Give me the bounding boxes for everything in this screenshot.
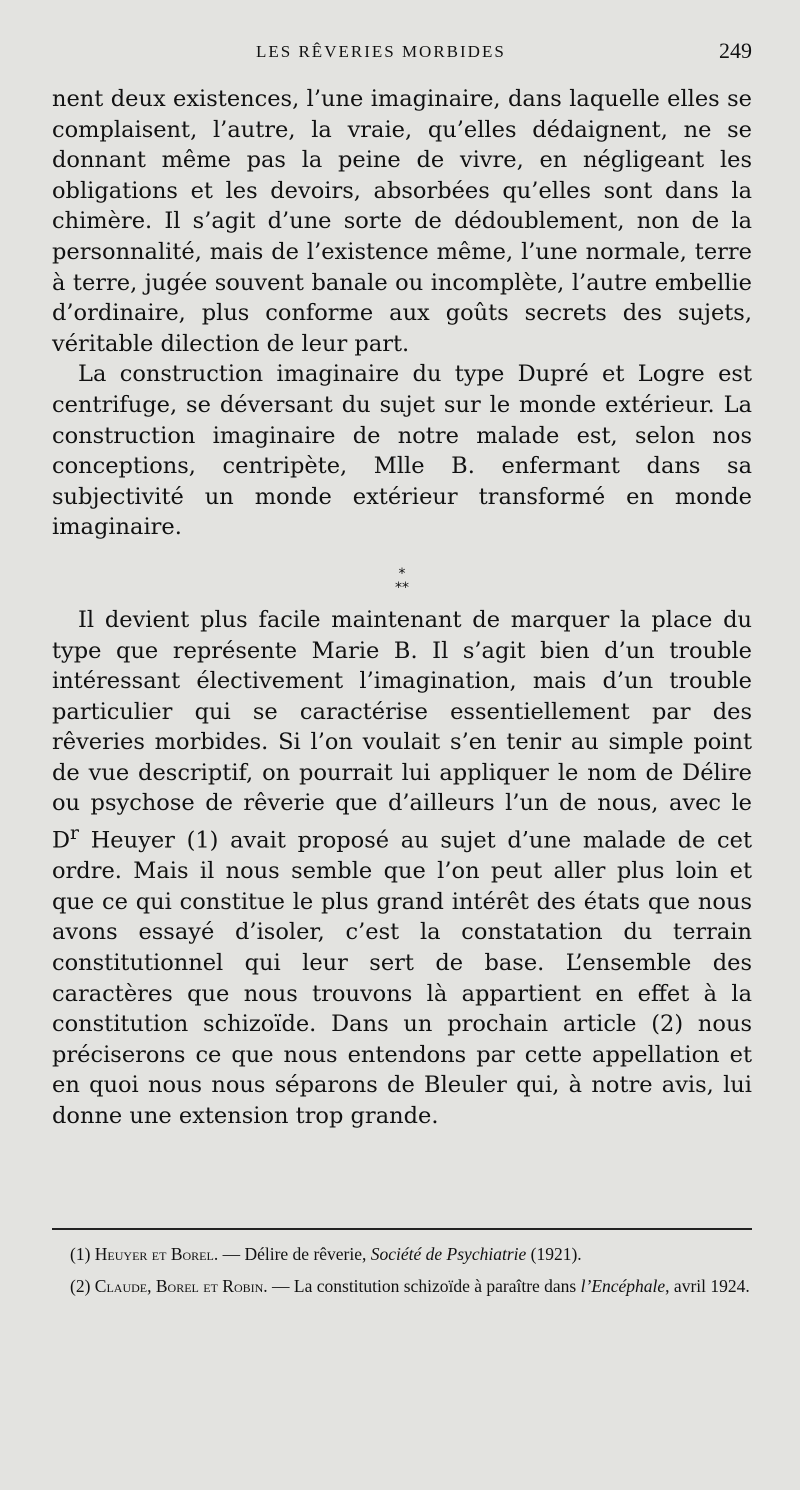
footnote-2-number: (2) <box>70 1276 95 1296</box>
section-asterism <box>52 543 752 605</box>
running-title: LES RÊVERIES MORBIDES <box>256 42 506 61</box>
page-number: 249 <box>719 38 752 63</box>
footnote-2-date: , avril 1924. <box>665 1276 750 1296</box>
running-header <box>52 38 752 72</box>
footnote-1-source: Société de Psychiatrie <box>370 1244 527 1264</box>
footnote-divider <box>52 1228 752 1230</box>
footnotes <box>52 1242 752 1306</box>
footnote-1-number: (1) <box>70 1244 95 1264</box>
footnote-1 <box>52 1242 752 1266</box>
asterism-top: * <box>398 565 406 582</box>
body-text <box>52 84 752 1132</box>
paragraph-3 <box>52 605 752 1132</box>
paragraph-2: La construction imaginaire du type Dupré et Logre est centrifuge, se déversant du sujet sur le monde extérieur. La construction imaginaire de notre malade est, selon nos conceptions, centripète, Mlle B. enfermant dans sa subjectivité un monde extérieur transformé en monde imaginaire. <box>52 361 752 541</box>
footnote-2-source: l’Encéphale <box>580 1276 666 1296</box>
paragraph-3-part-a: Il devient plus facile maintenant de marquer la place du type que représente Marie B. Il s’agit bien d’un trouble intéressant électivement l’imagination, mais d’un trouble particulier qui se caractérise essentiellement par des rêveries morbides. Si l’on voulait s’en tenir au simple point de vue descriptif, on pourrait lui appliquer le nom de Délire ou psychose de rêverie que d’ailleurs l’un de nous, avec le D <box>52 606 752 854</box>
footnote-2 <box>52 1274 752 1298</box>
footnote-1-authors: Heuyer et Borel. <box>94 1244 219 1264</box>
footnote-2-authors: Claude, Borel et Robin. <box>94 1276 268 1296</box>
paragraph-3-part-b: Heuyer (1) avait proposé au sujet d’une malade de cet ordre. Mais il nous semble que l’on peut aller plus loin et que ce qui constitue le plus grand intérêt des états que nous avons essayé d’isoler, c’est la constatation du terrain constitutionnel qui leur sert de base. L’ensemble des caractères que nous trouvons là appartient en effet à la constitution schizoïde. Dans un prochain article (2) nous préciserons ce que nous entendons par cette appellation et en quoi nous nous séparons de Bleuler qui, à notre avis, lui donne une extension trop grande. <box>52 827 752 1129</box>
asterism-bottom: ** <box>395 579 409 596</box>
paragraph-1: nent deux existences, l’une imaginaire, dans laquelle elles se complaisent, l’autre, la vraie, qu’elles dédaignent, ne se donnant même pas la peine de vivre, en négligeant les obligations et les devoirs, absorbées qu’elles sont dans la chimère. Il s’agit d’une sorte de dédoublement, non de la personnalité, mais de l’existence même, l’une normale, terre à terre, jugée souvent banale ou incomplète, l’autre embellie d’ordinaire, plus conforme aux goûts secrets des sujets, véritable dilection de leur part. <box>52 86 752 357</box>
footnote-1-text: — Délire de rêverie, <box>218 1244 371 1264</box>
doctor-abbrev-superscript: r <box>70 823 80 845</box>
footnote-1-date: (1921). <box>526 1244 582 1264</box>
footnote-2-text: — La constitution schizoïde à paraître dans <box>267 1276 581 1296</box>
